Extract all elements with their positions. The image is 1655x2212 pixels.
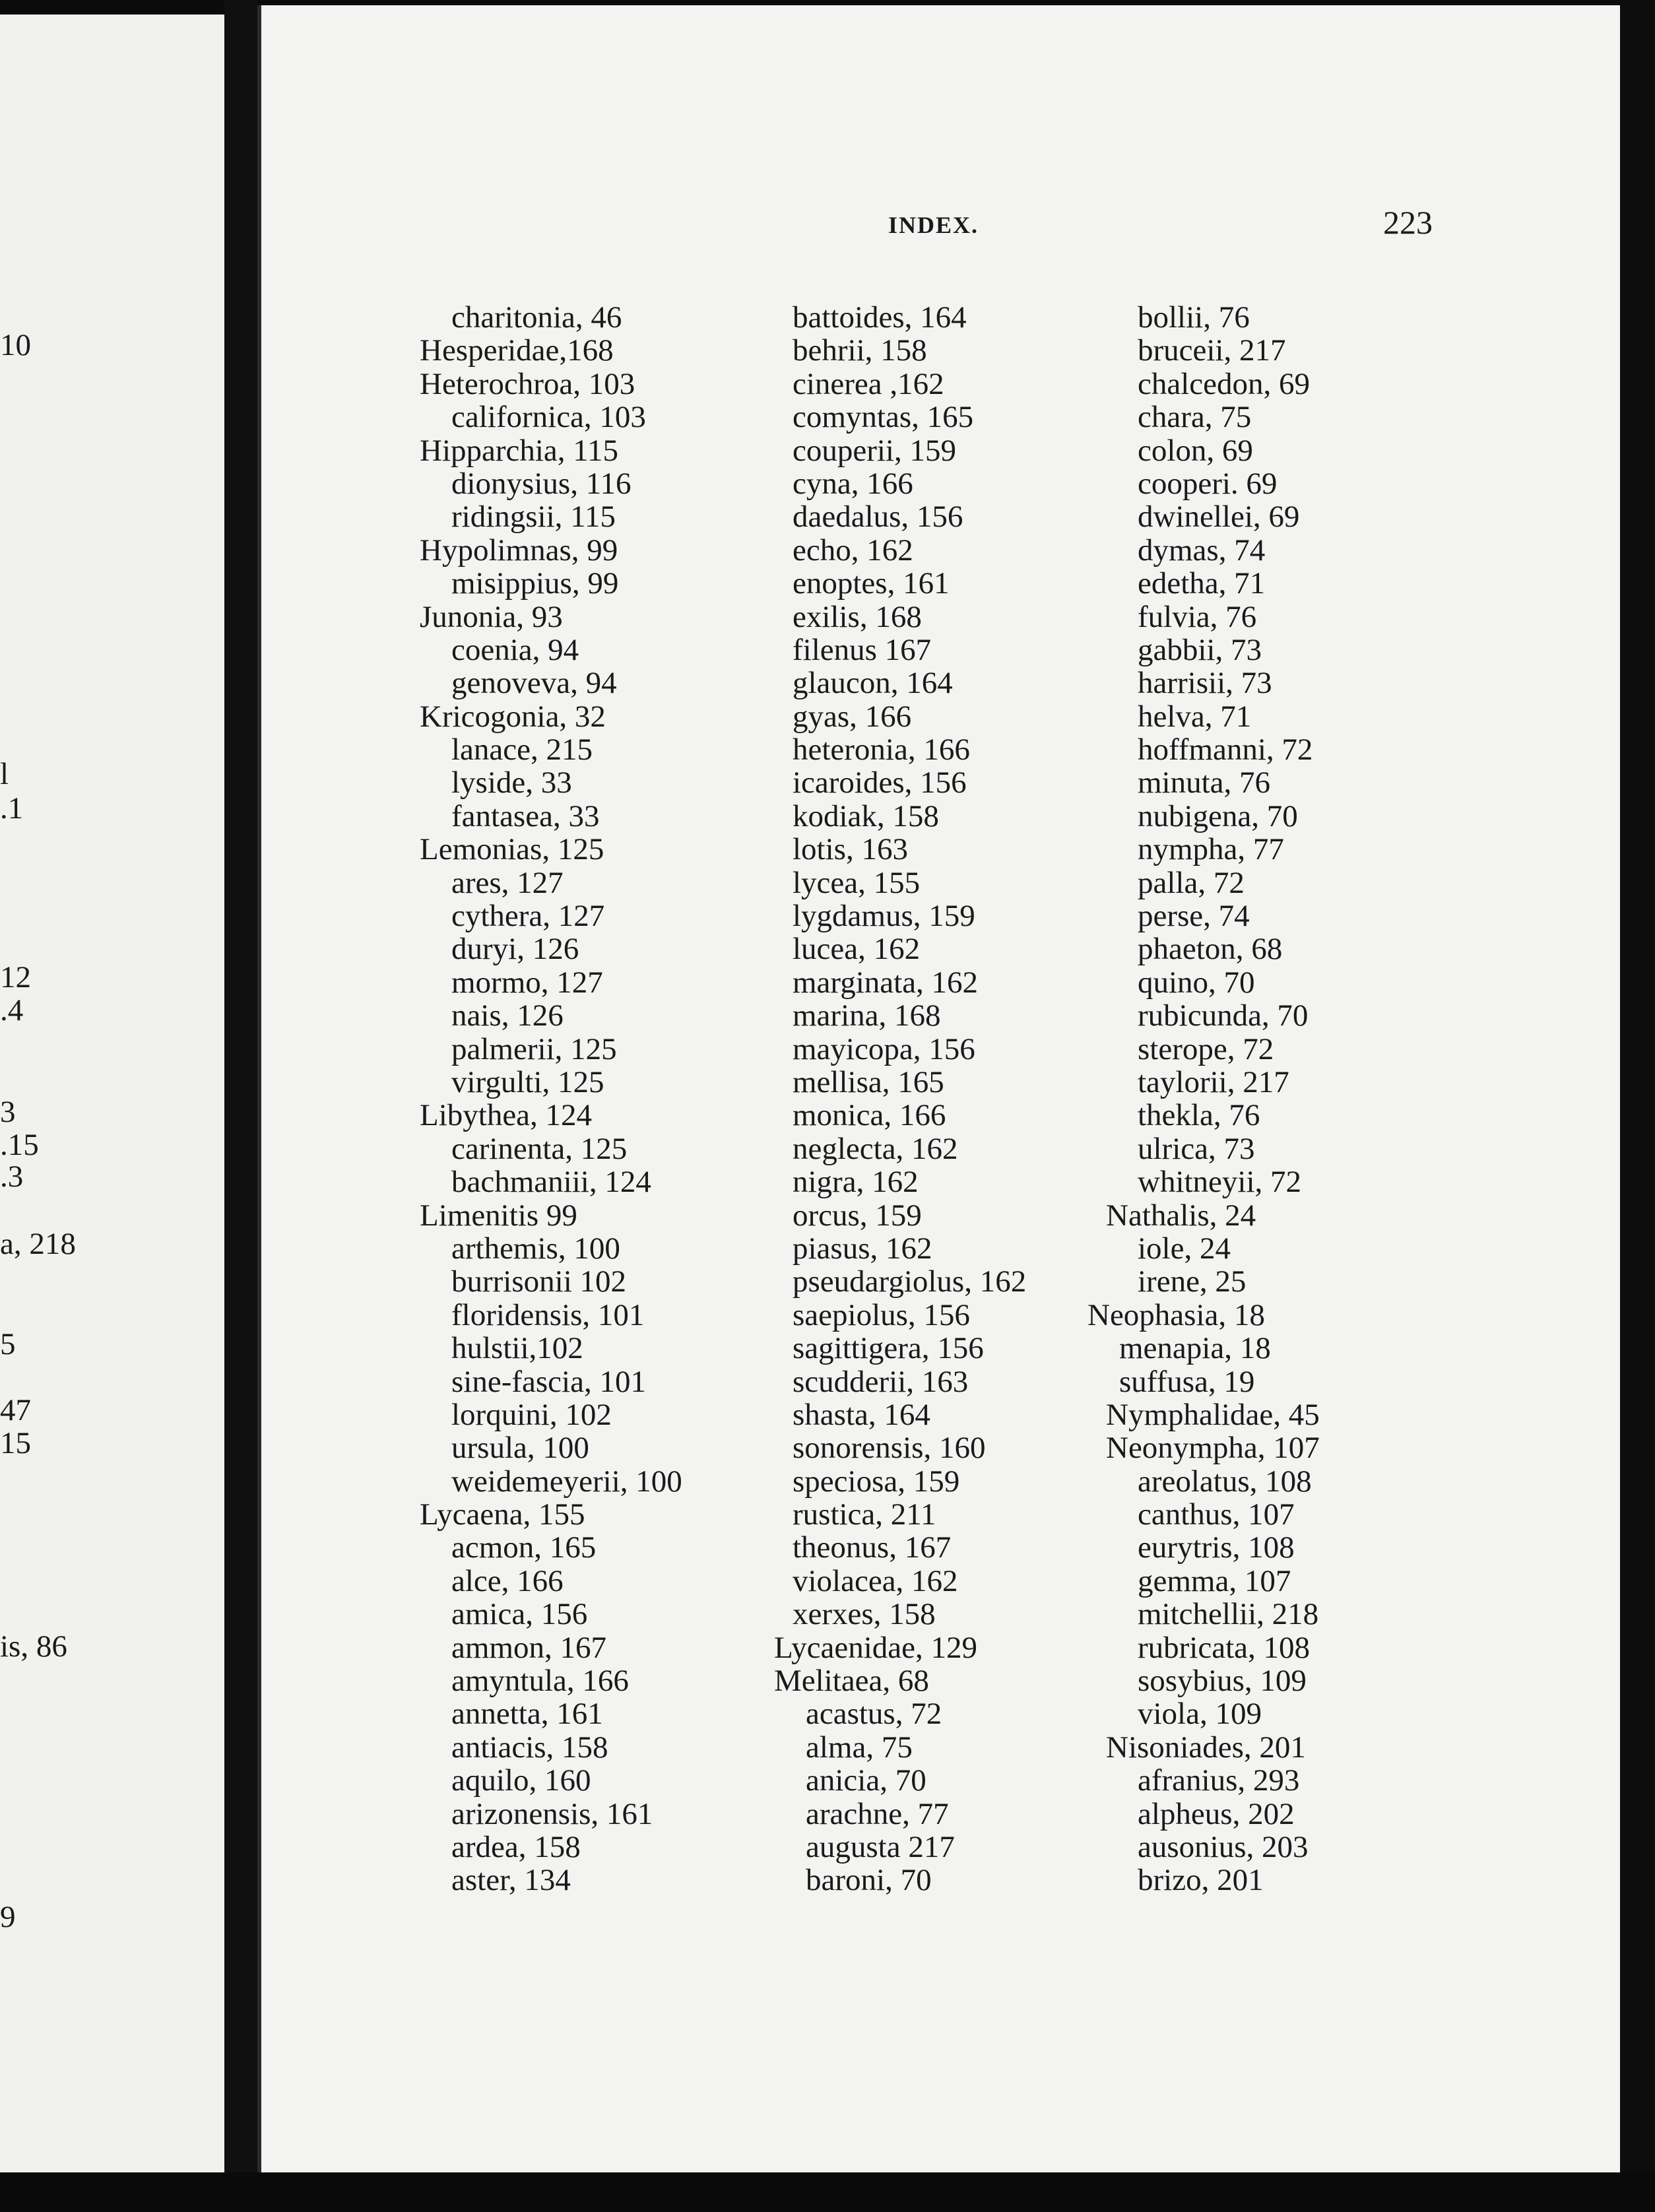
index-entry: Nisoniades, 201 bbox=[1106, 1730, 1306, 1765]
index-entry: marina, 168 bbox=[793, 998, 941, 1033]
index-subentry: minuta, 76 bbox=[1138, 765, 1271, 800]
index-subentry: augusta 217 bbox=[806, 1829, 955, 1864]
index-column-3 bbox=[1087, 300, 1449, 1898]
index-entry: lycea, 155 bbox=[793, 865, 921, 900]
index-entry: Hesperidae,168 bbox=[420, 333, 614, 368]
index-subentry: arthemis, 100 bbox=[451, 1231, 620, 1266]
index-entry: neglecta, 162 bbox=[793, 1131, 958, 1166]
index-subentry: amica, 156 bbox=[451, 1597, 588, 1632]
left-page-fragment: 12 bbox=[0, 960, 31, 994]
index-subentry: rubricata, 108 bbox=[1138, 1630, 1311, 1665]
index-subentry: gemma, 107 bbox=[1138, 1563, 1291, 1598]
page-gutter bbox=[224, 0, 257, 2212]
index-subentry: annetta, 161 bbox=[451, 1697, 603, 1732]
page-number: 223 bbox=[1383, 204, 1433, 241]
index-entry: scudderii, 163 bbox=[793, 1364, 969, 1399]
left-page-fragment: .15 bbox=[0, 1128, 39, 1162]
index-subentry: colon, 69 bbox=[1138, 433, 1253, 468]
index-subentry: hulstii,102 bbox=[451, 1331, 583, 1366]
index-subentry: arizonensis, 161 bbox=[451, 1796, 653, 1831]
scan-border bbox=[0, 2172, 1655, 2212]
index-subentry: rubicunda, 70 bbox=[1138, 998, 1309, 1033]
index-entry: exilis, 168 bbox=[793, 599, 922, 634]
left-page-fragment: .3 bbox=[0, 1159, 24, 1194]
index-subentry: edetha, 71 bbox=[1138, 566, 1266, 601]
index-entry: comyntas, 165 bbox=[793, 400, 974, 435]
index-subentry: dionysius, 116 bbox=[451, 466, 632, 501]
index-subentry: burrisonii 102 bbox=[451, 1264, 627, 1299]
index-entry: filenus 167 bbox=[793, 632, 932, 667]
index-subentry: harrisii, 73 bbox=[1138, 666, 1272, 701]
index-entry: heteronia, 166 bbox=[793, 732, 970, 767]
index-subentry: cooperi. 69 bbox=[1138, 466, 1278, 501]
index-subentry: menapia, 18 bbox=[1119, 1331, 1271, 1366]
index-subentry: lyside, 33 bbox=[451, 765, 572, 800]
index-subentry: virgulti, 125 bbox=[451, 1064, 604, 1099]
index-entry: saepiolus, 156 bbox=[793, 1297, 970, 1332]
index-subentry: ursula, 100 bbox=[451, 1431, 589, 1466]
index-entry: monica, 166 bbox=[793, 1098, 946, 1133]
index-subentry: areolatus, 108 bbox=[1138, 1464, 1312, 1499]
index-entry: Limenitis 99 bbox=[420, 1198, 577, 1233]
index-entry: pseudargiolus, 162 bbox=[793, 1264, 1027, 1299]
index-entry: icaroides, 156 bbox=[793, 765, 967, 800]
index-entry: mayicopa, 156 bbox=[793, 1031, 975, 1066]
index-subentry: hoffmanni, 72 bbox=[1138, 732, 1313, 767]
index-subentry: sosybius, 109 bbox=[1138, 1664, 1307, 1699]
index-entry: Neophasia, 18 bbox=[1087, 1297, 1265, 1332]
index-subentry: aquilo, 160 bbox=[451, 1763, 591, 1798]
index-subentry: palla, 72 bbox=[1138, 865, 1245, 900]
index-entry: Nymphalidae, 45 bbox=[1106, 1397, 1320, 1432]
index-subentry: californica, 103 bbox=[451, 400, 646, 435]
index-subentry: ammon, 167 bbox=[451, 1630, 606, 1665]
index-subentry: bachmaniii, 124 bbox=[451, 1165, 651, 1200]
left-page-fragment: l bbox=[0, 757, 9, 791]
index-subentry: quino, 70 bbox=[1138, 965, 1255, 1000]
index-subentry: brizo, 201 bbox=[1138, 1863, 1264, 1898]
running-head: INDEX. bbox=[888, 212, 979, 238]
index-entry: Lycaenidae, 129 bbox=[774, 1630, 977, 1665]
index-entry: sonorensis, 160 bbox=[793, 1431, 986, 1466]
index-subentry: aster, 134 bbox=[451, 1863, 571, 1898]
index-subentry: iole, 24 bbox=[1138, 1231, 1231, 1266]
page-edge bbox=[1620, 0, 1655, 2212]
index-entry: Neonympha, 107 bbox=[1106, 1431, 1320, 1466]
index-entry: Lycaena, 155 bbox=[420, 1497, 585, 1532]
left-page-fragment: a, 218 bbox=[0, 1227, 76, 1261]
index-entry: speciosa, 159 bbox=[793, 1464, 960, 1499]
index-subentry: taylorii, 217 bbox=[1138, 1064, 1289, 1099]
index-subentry: acastus, 72 bbox=[806, 1697, 942, 1732]
index-column-1 bbox=[420, 301, 763, 1897]
left-page-fragment: 10 bbox=[0, 328, 31, 362]
index-subentry: irene, 25 bbox=[1138, 1264, 1247, 1299]
index-subentry: eurytris, 108 bbox=[1138, 1530, 1295, 1565]
index-entry: cyna, 166 bbox=[793, 466, 913, 501]
index-subentry: sterope, 72 bbox=[1138, 1031, 1274, 1066]
index-entry: lucea, 162 bbox=[793, 932, 921, 967]
index-subentry: carinenta, 125 bbox=[451, 1131, 628, 1166]
index-entry: kodiak, 158 bbox=[793, 798, 939, 833]
index-subentry: gabbii, 73 bbox=[1138, 632, 1262, 667]
index-entry: Hipparchia, 115 bbox=[420, 433, 619, 468]
index-subentry: nubigena, 70 bbox=[1138, 798, 1298, 833]
index-subentry: genoveva, 94 bbox=[451, 666, 617, 701]
index-subentry: bollii, 76 bbox=[1138, 300, 1250, 335]
index-entry: lygdamus, 159 bbox=[793, 899, 975, 934]
index-subentry: ausonius, 203 bbox=[1138, 1829, 1309, 1864]
index-subentry: alpheus, 202 bbox=[1138, 1796, 1295, 1831]
index-entry: gyas, 166 bbox=[793, 699, 912, 734]
index-entry: orcus, 159 bbox=[793, 1198, 922, 1233]
index-subentry: duryi, 126 bbox=[451, 932, 579, 967]
index-page bbox=[257, 5, 1624, 2172]
index-subentry: misippius, 99 bbox=[451, 566, 619, 601]
index-entry: marginata, 162 bbox=[793, 965, 979, 1000]
index-entry: Heterochroa, 103 bbox=[420, 366, 635, 401]
index-entry: Junonia, 93 bbox=[420, 599, 563, 634]
left-page-fragment: 47 bbox=[0, 1393, 31, 1427]
index-entry: daedalus, 156 bbox=[793, 500, 963, 535]
index-subentry: floridensis, 101 bbox=[451, 1297, 645, 1332]
index-subentry: arachne, 77 bbox=[806, 1796, 949, 1831]
left-page bbox=[0, 15, 224, 2172]
index-entry: rustica, 211 bbox=[793, 1497, 936, 1532]
index-entry: Libythea, 124 bbox=[420, 1098, 593, 1133]
index-entry: couperii, 159 bbox=[793, 433, 956, 468]
index-subentry: ridingsii, 115 bbox=[451, 500, 616, 535]
left-page-fragment: 5 bbox=[0, 1327, 16, 1361]
index-entry: theonus, 167 bbox=[793, 1530, 952, 1565]
index-entry: glaucon, 164 bbox=[793, 666, 953, 701]
index-subentry: charitonia, 46 bbox=[451, 300, 622, 335]
index-subentry: whitneyii, 72 bbox=[1138, 1165, 1302, 1200]
index-subentry: perse, 74 bbox=[1138, 899, 1250, 934]
index-subentry: weidemeyerii, 100 bbox=[451, 1464, 682, 1499]
index-entry: battoides, 164 bbox=[793, 300, 967, 335]
index-subentry: antiacis, 158 bbox=[451, 1730, 608, 1765]
left-page-fragment: 3 bbox=[0, 1095, 16, 1129]
left-page-fragment: .1 bbox=[0, 791, 24, 826]
index-subentry: sine-fascia, 101 bbox=[451, 1364, 646, 1399]
index-entry: piasus, 162 bbox=[793, 1231, 932, 1266]
left-page-fragment: 9 bbox=[0, 1900, 16, 1934]
index-subentry: nais, 126 bbox=[451, 998, 564, 1033]
index-subentry: baroni, 70 bbox=[806, 1863, 932, 1898]
index-entry: enoptes, 161 bbox=[793, 566, 950, 601]
index-subentry: lorquini, 102 bbox=[451, 1397, 612, 1432]
index-subentry: chara, 75 bbox=[1138, 400, 1252, 435]
index-entry: Kricogonia, 32 bbox=[420, 699, 606, 734]
index-subentry: ares, 127 bbox=[451, 865, 564, 900]
index-column-2 bbox=[774, 300, 1136, 1898]
index-subentry: phaeton, 68 bbox=[1138, 932, 1283, 967]
index-subentry: ardea, 158 bbox=[451, 1829, 581, 1864]
index-subentry: lanace, 215 bbox=[451, 732, 593, 767]
index-subentry: acmon, 165 bbox=[451, 1530, 597, 1565]
index-subentry: alma, 75 bbox=[806, 1730, 913, 1765]
index-entry: nigra, 162 bbox=[793, 1165, 919, 1200]
index-subentry: fantasea, 33 bbox=[451, 798, 600, 833]
index-entry: cinerea ,162 bbox=[793, 366, 944, 401]
index-entry: shasta, 164 bbox=[793, 1397, 930, 1432]
index-subentry: chalcedon, 69 bbox=[1138, 366, 1311, 401]
index-entry: mellisa, 165 bbox=[793, 1064, 944, 1099]
index-subentry: afranius, 293 bbox=[1138, 1763, 1300, 1798]
index-entry: sagittigera, 156 bbox=[793, 1331, 984, 1366]
left-page-fragment: is, 86 bbox=[0, 1629, 67, 1664]
index-entry: Lemonias, 125 bbox=[420, 832, 604, 867]
index-entry: Melitaea, 68 bbox=[774, 1664, 929, 1699]
index-subentry: thekla, 76 bbox=[1138, 1098, 1260, 1133]
index-subentry: canthus, 107 bbox=[1138, 1497, 1295, 1532]
index-subentry: helva, 71 bbox=[1138, 699, 1252, 734]
index-subentry: viola, 109 bbox=[1138, 1697, 1262, 1732]
index-subentry: anicia, 70 bbox=[806, 1763, 926, 1798]
index-subentry: amyntula, 166 bbox=[451, 1664, 629, 1699]
index-subentry: ulrica, 73 bbox=[1138, 1131, 1255, 1166]
index-subentry: bruceii, 217 bbox=[1138, 333, 1286, 368]
index-subentry: palmerii, 125 bbox=[451, 1031, 617, 1066]
index-entry: Hypolimnas, 99 bbox=[420, 533, 618, 568]
index-subentry: suffusa, 19 bbox=[1119, 1364, 1255, 1399]
index-subentry: mitchellii, 218 bbox=[1138, 1597, 1319, 1632]
left-page-fragment: 15 bbox=[0, 1426, 31, 1460]
index-entry: violacea, 162 bbox=[793, 1563, 958, 1598]
index-subentry: dwinellei, 69 bbox=[1138, 500, 1300, 535]
index-subentry: mormo, 127 bbox=[451, 965, 603, 1000]
index-subentry: cythera, 127 bbox=[451, 899, 605, 934]
index-subentry: alce, 166 bbox=[451, 1563, 564, 1598]
index-entry: Nathalis, 24 bbox=[1106, 1198, 1256, 1233]
index-entry: lotis, 163 bbox=[793, 832, 908, 867]
index-entry: behrii, 158 bbox=[793, 333, 927, 368]
index-subentry: coenia, 94 bbox=[451, 632, 579, 667]
left-page-fragment: .4 bbox=[0, 993, 24, 1027]
index-subentry: nympha, 77 bbox=[1138, 832, 1284, 867]
index-entry: xerxes, 158 bbox=[793, 1597, 936, 1632]
index-subentry: fulvia, 76 bbox=[1138, 599, 1257, 634]
index-subentry: dymas, 74 bbox=[1138, 533, 1266, 568]
index-entry: echo, 162 bbox=[793, 533, 913, 568]
